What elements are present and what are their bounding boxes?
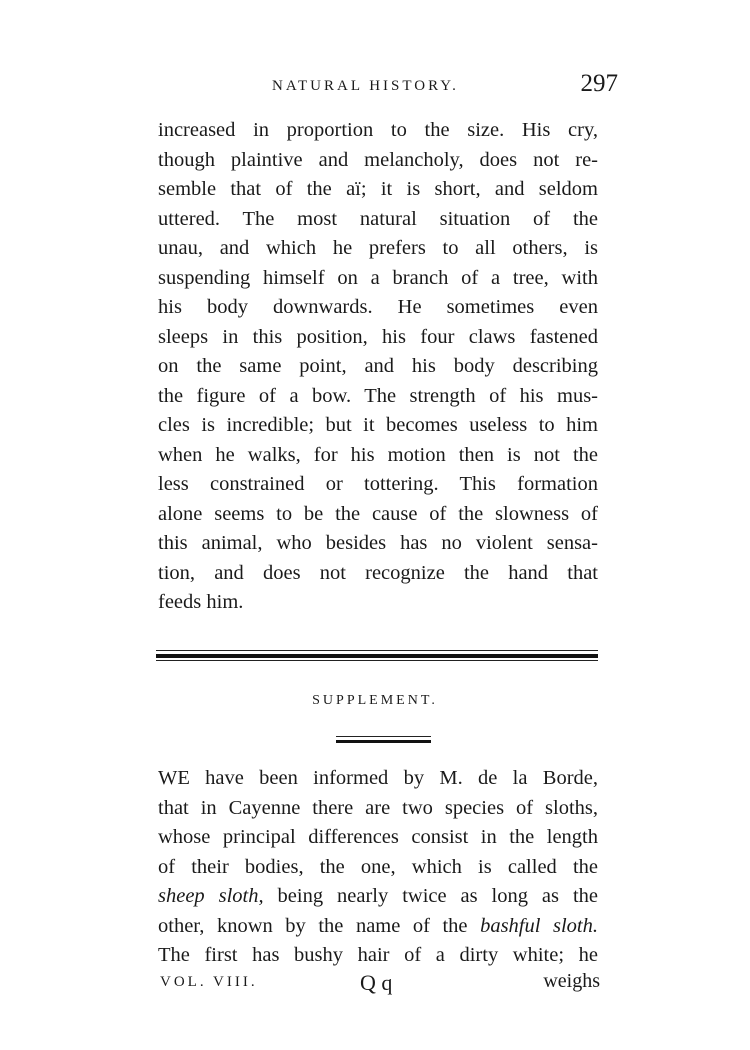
- text-line: suspending himself on a branch of a tree, with: [158, 266, 598, 289]
- section-divider-rule: [156, 650, 598, 662]
- italic-term: sheep sloth,: [158, 885, 264, 907]
- text-line: this animal, who besides has no violent sensa-: [158, 532, 598, 554]
- signature-mark: Q q: [360, 970, 393, 995]
- text-line: when he walks, for his motion then is not the: [158, 443, 598, 466]
- text-line: [158, 912, 598, 942]
- text-line: The first has bushy hair of a dirty white; he: [158, 944, 598, 966]
- text-line: semble that of the aï; it is short, and seldom: [158, 178, 598, 200]
- text-line: though plaintive and melancholy, does not re-: [158, 148, 598, 171]
- text-line: alone seems to be the cause of the slowness of: [158, 502, 598, 525]
- text-fragment: being nearly twice as long as the: [263, 885, 598, 907]
- text-line: that in Cayenne there are two species of sloths,: [158, 796, 598, 819]
- page-footer: [160, 972, 600, 1002]
- text-line: increased in proportion to the size. His cry,: [158, 119, 598, 141]
- text-line: cles is incredible; but it becomes useless to him: [158, 414, 598, 436]
- text-line: less constrained or tottering. This formation: [158, 473, 598, 495]
- page-header: [158, 70, 618, 104]
- text-line: his body downwards. He sometimes even: [158, 296, 598, 318]
- italic-term: bashful sloth.: [480, 914, 598, 937]
- catchword: weighs: [543, 970, 600, 992]
- volume-signature: VOL. VIII.: [160, 974, 258, 990]
- running-head: NATURAL HISTORY.: [272, 78, 459, 94]
- heading-underline-rule: [336, 736, 431, 746]
- text-line: sleeps in this position, his four claws fastened: [158, 325, 598, 348]
- text-line: of their bodies, the one, which is called the: [158, 855, 598, 878]
- paragraph-2: [158, 764, 598, 971]
- text-line: whose principal differences consist in the length: [158, 826, 598, 848]
- text-line: tion, and does not recognize the hand that: [158, 561, 598, 584]
- text-line: feeds him.: [158, 591, 244, 613]
- paragraph-1: [158, 116, 598, 618]
- text-line: the figure of a bow. The strength of his mus-: [158, 384, 598, 407]
- page-number: 297: [580, 70, 618, 97]
- text-fragment: other, known by the name of the: [158, 914, 481, 937]
- text-line: unau, and which he prefers to all others, is: [158, 237, 598, 259]
- text-line: [158, 882, 598, 912]
- text-line: WE have been informed by M. de la Borde,: [158, 767, 598, 789]
- text-line: uttered. The most natural situation of the: [158, 207, 598, 230]
- section-heading: SUPPLEMENT.: [312, 693, 438, 708]
- text-line: on the same point, and his body describing: [158, 355, 598, 377]
